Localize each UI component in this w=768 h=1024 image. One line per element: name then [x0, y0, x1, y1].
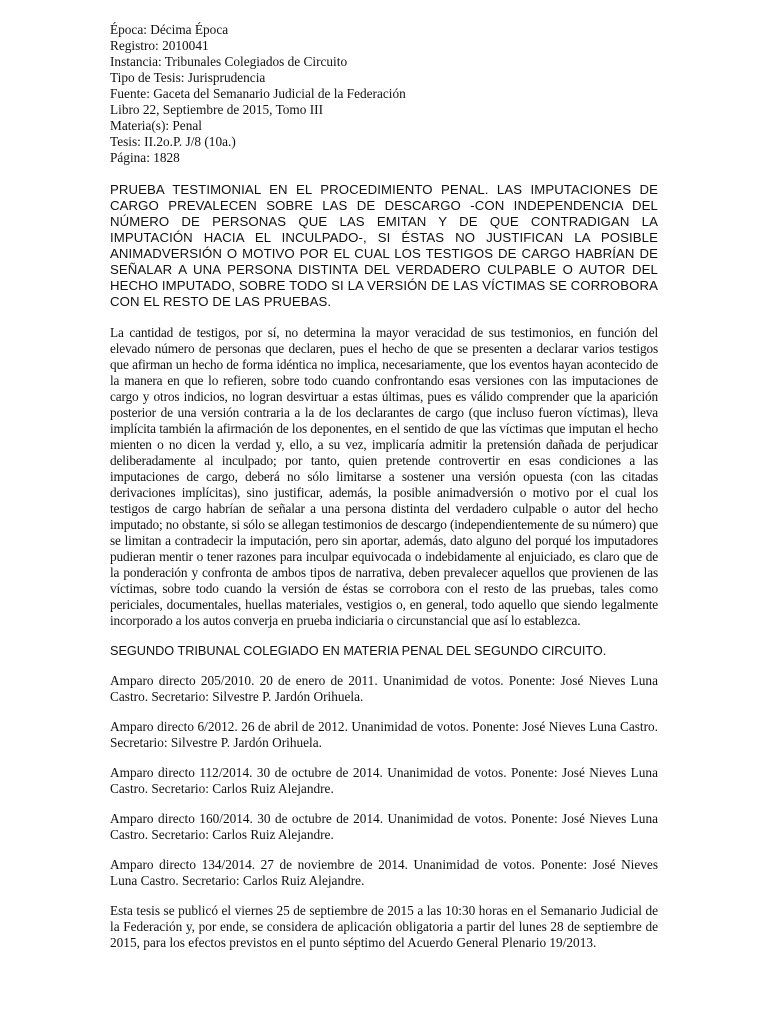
meta-registro: Registro: 2010041	[110, 38, 209, 53]
meta-tipo-tesis: Tipo de Tesis: Jurisprudencia	[110, 70, 266, 85]
meta-tesis: Tesis: II.2o.P. J/8 (10a.)	[110, 134, 236, 149]
publication-note: Esta tesis se publicó el viernes 25 de septiembre de 2015 a las 10:30 horas en el Semanario Judicial de la Federación y, por ende, se considera de aplicación obligatoria a partir del lunes 28 de septiembre de 2015, para los efectos previstos en el punto séptimo del Acuerdo General Plenario 19/2013.	[110, 903, 658, 950]
meta-materia: Materia(s): Penal	[110, 118, 202, 133]
precedent-item: Amparo directo 160/2014. 30 de octubre de 2014. Unanimidad de votos. Ponente: José Nieves Luna Castro. Secretario: Carlos Ruiz Alejandre.	[110, 811, 658, 842]
meta-libro: Libro 22, Septiembre de 2015, Tomo III	[110, 102, 324, 117]
document-page	[110, 22, 658, 951]
metadata-block	[110, 22, 658, 166]
precedent-item: Amparo directo 6/2012. 26 de abril de 2012. Unanimidad de votos. Ponente: José Nieves Luna Castro. Secretario: Silvestre P. Jardón Orihuela.	[110, 719, 658, 750]
meta-epoca: Época: Décima Época	[110, 22, 229, 37]
thesis-title: PRUEBA TESTIMONIAL EN EL PROCEDIMIENTO PENAL. LAS IMPUTACIONES DE CARGO PREVALECEN SOBRE LAS DE DESCARGO -CON INDEPENDENCIA DEL NÚMERO DE PERSONAS QUE LAS EMITAN Y DE QUE CONTRADIGAN LA IMPUTACIÓN HACIA EL INCULPADO-, SI ÉSTAS NO JUSTIFICAN LA POSIBLE ANIMADVERSIÓN O MOTIVO POR EL CUAL LOS TESTIGOS DE CARGO HABRÍAN DE SEÑALAR A UNA PERSONA DISTINTA DEL VERDADERO CULPABLE O AUTOR DEL HECHO IMPUTADO, SOBRE TODO SI LA VERSIÓN DE LAS VÍCTIMAS SE CORROBORA CON EL RESTO DE LAS PRUEBAS.	[110, 182, 658, 309]
precedent-item: Amparo directo 205/2010. 20 de enero de 2011. Unanimidad de votos. Ponente: José Nieves Luna Castro. Secretario: Silvestre P. Jardón Orihuela.	[110, 673, 658, 704]
meta-instancia: Instancia: Tribunales Colegiados de Circuito	[110, 54, 348, 69]
precedent-item: Amparo directo 134/2014. 27 de noviembre de 2014. Unanimidad de votos. Ponente: José Nieves Luna Castro. Secretario: Carlos Ruiz Alejandre.	[110, 857, 658, 888]
precedent-item: Amparo directo 112/2014. 30 de octubre de 2014. Unanimidad de votos. Ponente: José Nieves Luna Castro. Secretario: Carlos Ruiz Alejandre.	[110, 765, 658, 796]
thesis-body: La cantidad de testigos, por sí, no determina la mayor veracidad de sus testimonios, en función del elevado número de personas que declaren, pues el hecho de que se presenten a declarar varios testigos que afirman un hecho de forma idéntica no implica, necesariamente, que los eventos hayan acontecido de la manera en que lo refieren, sobre todo cuando confrontando esas versiones con las imputaciones de cargo y otros indicios, no logran desvirtuar a estas últimas, pues es válido comprender que la aparición posterior de una versión contraria a la de los declarantes de cargo (que incluso fueron víctimas), lleva implícita también la afirmación de los deponentes, en el sentido de que las víctimas que imputan el hecho mienten o no dicen la verdad y, ello, a su vez, implicaría admitir la pretensión dañada de perjudicar deliberadamente al inculpado; por tanto, quien pretende controvertir en esas condiciones a las imputaciones de cargo, deberá no sólo limitarse a sostener una versión opuesta (con las citadas derivaciones implícitas), sino justificar, además, la posible animadversión o motivo por el cual los testigos de cargo habrían de señalar a una persona distinta del verdadero culpable o autor del hecho imputado; no obstante, si sólo se allegan testimonios de descargo (independientemente de su número) que se limitan a contradecir la imputación, pero sin aportar, además, dato alguno del porqué los imputadores pudieran mentir o tener razones para inculpar equivocada o indebidamente al enjuiciado, es claro que de la ponderación y confronta de ambos tipos de narrativa, deben prevalecer aquellos que provienen de las víctimas, sobre todo cuando la versión de éstas se corrobora con el resto de las pruebas, tales como periciales, documentales, huellas materiales, vestigios o, en general, todo aquello que siendo legalmente incorporado a los autos converja en prueba indiciaria o circunstancial que así lo establezca.	[110, 325, 658, 628]
tribunal-name: SEGUNDO TRIBUNAL COLEGIADO EN MATERIA PENAL DEL SEGUNDO CIRCUITO.	[110, 644, 607, 658]
meta-pagina: Página: 1828	[110, 150, 180, 165]
meta-fuente: Fuente: Gaceta del Semanario Judicial de la Federación	[110, 86, 406, 101]
